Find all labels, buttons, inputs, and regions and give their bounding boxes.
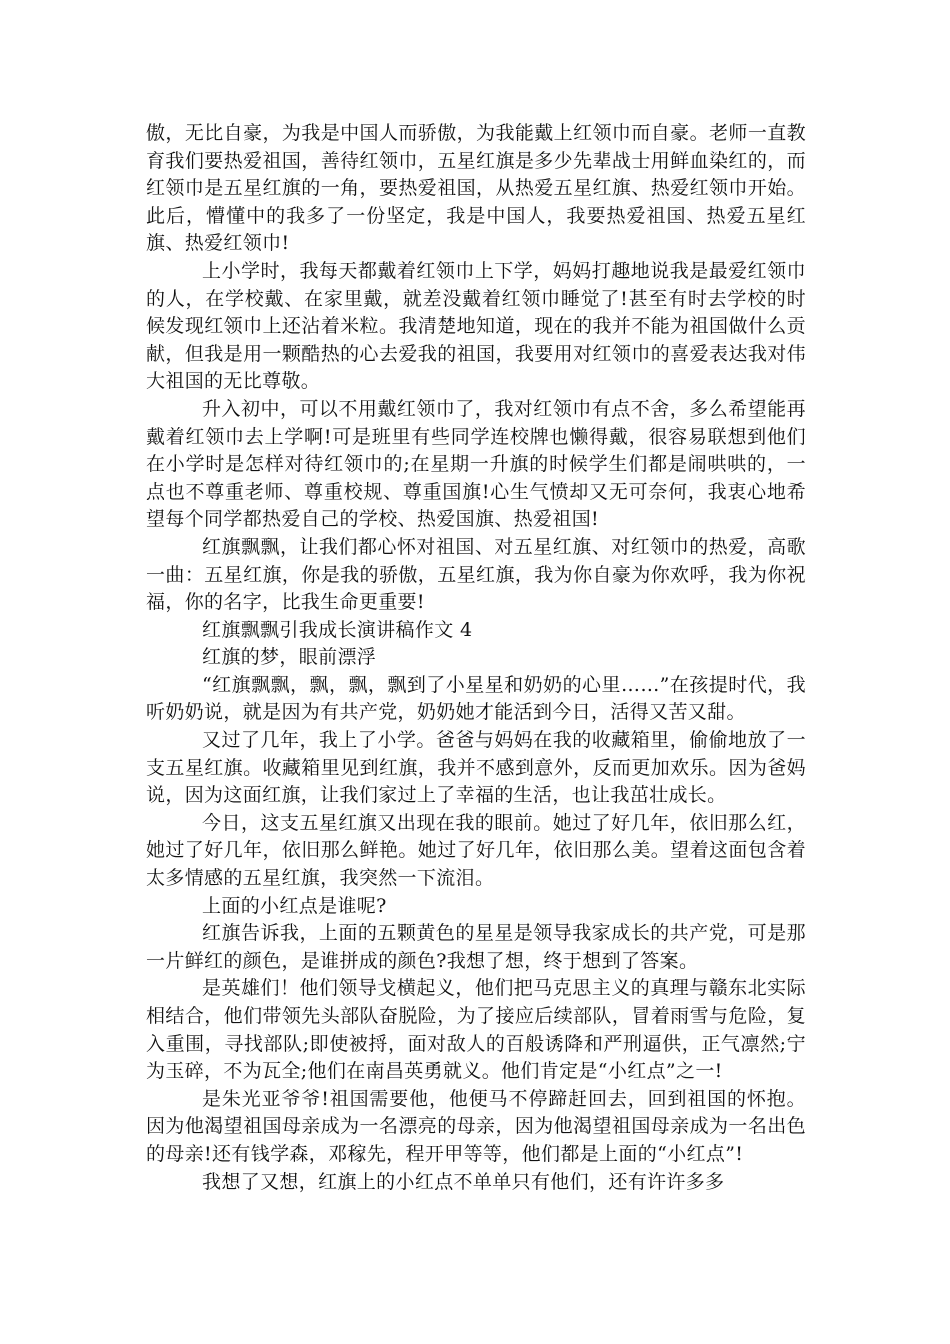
paragraph: 升入初中，可以不用戴红领巾了，我对红领巾有点不舍，多么希望能再戴着红领巾去上学啊!可是班里有些同学连校牌也懒得戴，很容易联想到他们在小学时是怎样对待红领巾的;在星期一升旗的时候学生们都是闹哄哄的，一点也不尊重老师、尊重校规、尊重国旗!心生气愤却又无可奈何，我衷心地希望每个同学都热爱自己的学校、热爱国旗、热爱祖国! [146,397,806,531]
paragraph: 红旗飘飘，让我们都心怀对祖国、对五星红旗、对红领巾的热爱，高歌一曲：五星红旗，你是我的骄傲，五星红旗，我为你自豪为你欢呼，我为你祝福，你的名字，比我生命更重要! [146,535,806,614]
paragraph: 又过了几年，我上了小学。爸爸与妈妈在我的收藏箱里，偷偷地放了一支五星红旗。收藏箱里见到红旗，我并不感到意外，反而更加欢乐。因为爸妈说，因为这面红旗，让我们家过上了幸福的生活，也让我茁壮成长。 [146,729,806,807]
paragraph: 上小学时，我每天都戴着红领巾上下学，妈妈打趣地说我是最爱红领巾的人，在学校戴、在家里戴，就差没戴着红领巾睡觉了!甚至有时去学校的时候发现红领巾上还沾着米粒。我清楚地知道，现在的我并不能为祖国做什么贡献，但我是用一颗酷热的心去爱我的祖国，我要用对红领巾的喜爱表达我对伟大祖国的无比尊敬。 [146,259,806,393]
section-heading: 红旗飘飘引我成长演讲稿作文 4 [202,618,473,641]
paragraph: “红旗飘飘，飘，飘，飘到了小星星和奶奶的心里……”在孩提时代，我听奶奶说，就是因为有共产党，奶奶她才能活到今日，活得又苦又甜。 [146,673,806,724]
paragraph: 傲，无比自豪，为我是中国人而骄傲，为我能戴上红领巾而自豪。老师一直教育我们要热爱祖国，善待红领巾，五星红旗是多少先辈战士用鲜血染红的，而红领巾是五星红旗的一角，要热爱祖国，从热爱五星红旗、热爱红领巾开始。此后，懵懂中的我多了一份坚定，我是中国人，我要热爱祖国、热爱五星红旗、热爱红领巾! [146,122,806,255]
paragraph: 红旗告诉我，上面的五颗黄色的星星是领导我家成长的共产党，可是那一片鲜红的颜色，是谁拼成的颜色?我想了想，终于想到了答案。 [146,922,806,972]
paragraph: 是英雄们！他们领导戈横起义，他们把马克思主义的真理与赣东北实际相结合，他们带领先头部队奋脱险，为了接应后续部队，冒着雨雪与危险，复入重围，寻找部队;即使被捋，面对敌人的百般诱降和严刑逼供，正气凛然;宁为玉碎，不为瓦全;他们在南昌英勇就义。他们肯定是“小红点”之一! [146,977,806,1083]
subtitle: 红旗的梦，眼前漂浮 [202,646,377,669]
paragraph: 是朱光亚爷爷!祖国需要他，他便马不停蹄赶回去，回到祖国的怀抱。因为他渴望祖国母亲成为一名漂亮的母亲，因为他渴望祖国母亲成为一名出色的母亲!还有钱学森，邓稼先，程开甲等等，他们都是上面的“小红点”! [146,1087,806,1165]
document-page [146,120,806,1196]
paragraph: 今日，这支五星红旗又出现在我的眼前。她过了好几年，依旧那么红，她过了好几年，依旧那么鲜艳。她过了好几年，依旧那么美。望着这面包含着太多情感的五星红旗，我突然一下流泪。 [146,811,806,890]
paragraph: 上面的小红点是谁呢? [202,894,387,917]
paragraph: 我想了又想，红旗上的小红点不单单只有他们，还有许许多多 [202,1170,725,1193]
